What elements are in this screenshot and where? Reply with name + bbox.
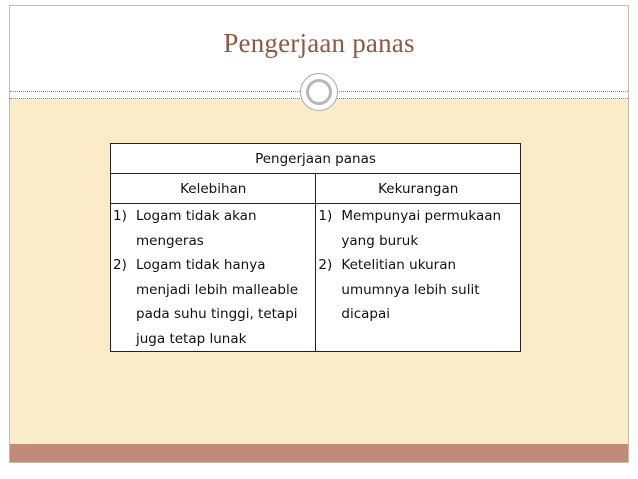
slide-title: Pengerjaan panas bbox=[223, 28, 415, 58]
table-column-row bbox=[111, 174, 521, 204]
list-item-number: 1) bbox=[113, 208, 127, 224]
list-item bbox=[111, 253, 315, 351]
comparison-table bbox=[110, 143, 521, 352]
column-header-kelebihan: Kelebihan bbox=[111, 174, 316, 204]
footer-bar bbox=[10, 444, 628, 462]
list-item-text: Ketelitian ukuran umumnya lebih sulit dicapai bbox=[341, 257, 480, 322]
list-item-number: 2) bbox=[113, 257, 127, 273]
column-header-kekurangan: Kekurangan bbox=[316, 174, 521, 204]
kelebihan-cell bbox=[111, 204, 316, 352]
table-header-row bbox=[111, 144, 521, 174]
kelebihan-list bbox=[111, 204, 315, 351]
list-item-text: Logam tidak hanya menjadi lebih malleable pada suhu tinggi, tetapi juga tetap lunak bbox=[136, 257, 298, 347]
table-header: Pengerjaan panas bbox=[111, 144, 521, 174]
list-item-text: Mempunyai permukaan yang buruk bbox=[341, 208, 502, 249]
list-item-text: Logam tidak akan mengeras bbox=[136, 208, 257, 249]
list-item bbox=[316, 204, 520, 253]
list-item-number: 1) bbox=[318, 208, 333, 224]
double-circle-ornament-icon bbox=[300, 73, 338, 111]
list-item-number: 2) bbox=[318, 257, 333, 273]
table-row bbox=[111, 204, 521, 352]
list-item bbox=[316, 253, 520, 327]
ornament-inner-ring bbox=[306, 79, 332, 105]
kekurangan-cell bbox=[316, 204, 521, 352]
kekurangan-list bbox=[316, 204, 520, 327]
list-item bbox=[111, 204, 315, 253]
